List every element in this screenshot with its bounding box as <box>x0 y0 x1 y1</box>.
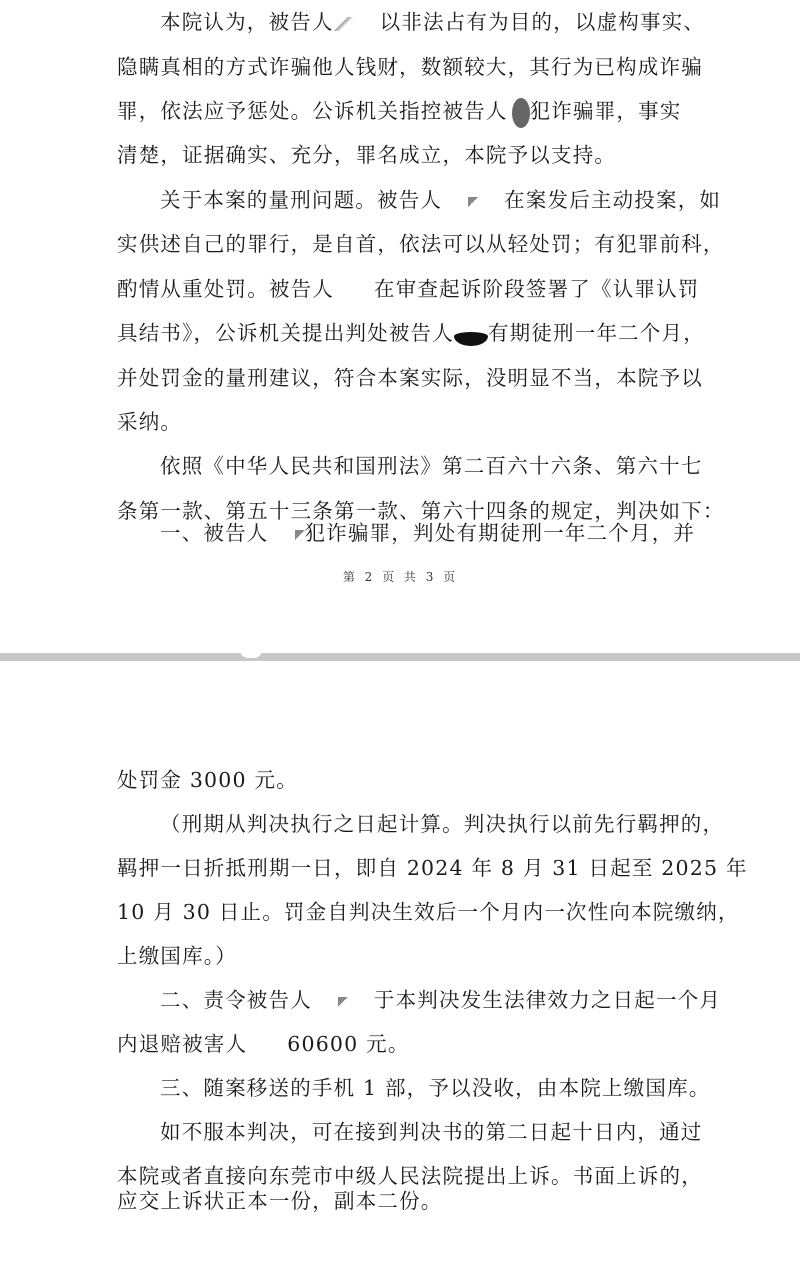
text: 二、责令被告人 <box>160 988 312 1012</box>
paragraph-line: 清楚，证据确实、充分，罪名成立，本院予以支持。 <box>117 143 617 167</box>
paragraph-line: 应交上诉状正本一份，副本二份。 <box>117 1189 443 1213</box>
paragraph-line: 条第一款、第五十三条第一款、第六十四条的规定，判决如下： <box>117 499 725 523</box>
redaction-mark <box>295 530 305 540</box>
paragraph-line: 羁押一日折抵刑期一日，即自 2024 年 8 月 31 日起至 2025 年 <box>117 856 748 880</box>
document-page-3 <box>0 661 800 1282</box>
paragraph-line: 三、随案移送的手机 1 部，予以没收，由本院上缴国库。 <box>160 1076 711 1100</box>
text: 60600 元。 <box>287 1032 410 1056</box>
paragraph-line: 实供述自己的罪行，是自首，依法可以从轻处罚；有犯罪前科， <box>117 232 725 256</box>
redaction-mark <box>454 332 488 346</box>
paragraph-line: 采纳。 <box>117 410 183 434</box>
paragraph-line: 如不服本判决，可在接到判决书的第二日起十日内，通过 <box>160 1120 703 1144</box>
page-separator <box>0 653 800 661</box>
redaction-mark <box>512 98 530 128</box>
paragraph-line <box>117 1030 593 1058</box>
text: 犯诈骗罪，判处有期徒刑一年二个月，并 <box>304 521 696 545</box>
text: 酌情从重处罚。被告人 <box>117 277 334 301</box>
text: 在案发后主动投案，如 <box>504 188 722 212</box>
text: 以非法占有为目的，以虚构事实、 <box>379 10 706 34</box>
paragraph-line: 隐瞒真相的方式诈骗他人钱财，数额较大，其行为已构成诈骗 <box>117 55 703 79</box>
paragraph-line: 处罚金 3000 元。 <box>117 768 298 792</box>
text: 具结书》，公诉机关提出判处被告人 <box>117 321 454 345</box>
paragraph-line: 依照《中华人民共和国刑法》第二百六十六条、第六十七 <box>160 454 703 478</box>
text: 有期徒刑一年二个月， <box>487 321 705 345</box>
text: 犯诈骗罪，事实 <box>529 99 682 123</box>
text: 关于本案的量刑问题。被告人 <box>160 188 443 212</box>
text: 于本判决发生法律效力之日起一个月 <box>373 988 722 1012</box>
redaction-mark <box>334 17 354 31</box>
paragraph-line <box>117 319 705 347</box>
paragraph-line: 并处罚金的量刑建议，符合本案实际，没明显不当，本院予以 <box>117 366 703 390</box>
paragraph-line: （刑期从判决执行之日起计算。判决执行以前先行羁押的， <box>160 812 725 836</box>
paragraph-line <box>160 186 722 214</box>
paragraph-line <box>160 8 706 36</box>
redaction-mark <box>468 197 478 207</box>
paragraph-line <box>160 986 722 1014</box>
text: 罪，依法应予惩处。公诉机关指控被告人 <box>117 99 508 123</box>
paragraph-line: 上缴国库。） <box>117 944 237 968</box>
text: 本院认为，被告人 <box>160 10 334 34</box>
paragraph-line <box>117 97 682 128</box>
page-number-footer: 第 2 页 共 3 页 <box>342 570 458 584</box>
redaction-mark <box>338 997 348 1007</box>
text: 在审查起诉阶段签署了《认罪认罚 <box>374 277 700 301</box>
text: 内退赔被害人 <box>117 1032 248 1056</box>
paragraph-line <box>160 519 696 547</box>
text: 一、被告人 <box>160 521 269 545</box>
paragraph-line: 本院或者直接向东莞市中级人民法院提出上诉。书面上诉的， <box>117 1164 703 1188</box>
paragraph-line <box>117 275 700 303</box>
paragraph-line: 10 月 30 日止。罚金自判决生效后一个月内一次性向本院缴纳， <box>117 900 740 924</box>
